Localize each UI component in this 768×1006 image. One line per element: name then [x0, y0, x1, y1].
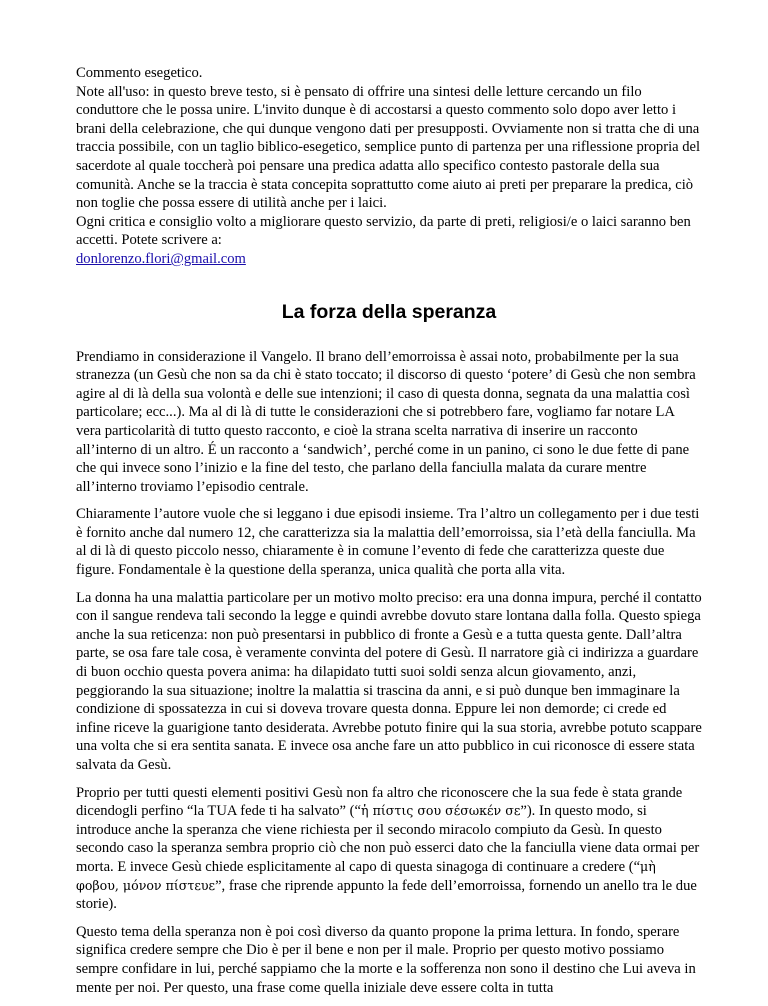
paragraph-4-part-b: ”). In questo modo, si introduce anche la speranza che viene richiesta per il secondo miracolo compiuto da Gesù. In questo secondo caso la speranza sembra proprio ciò che non può esserci dato che la fanciulla viene data ormai per morta. E invece Gesù chiede esplicitamente al capo di questa sinagoga di continuare a credere (“ — [76, 803, 700, 875]
paragraph-4-part-a: Proprio per tutti questi elementi positivi Gesù non fa altro che riconoscere che la sua fede è stata grande dicendogli perfino “la TUA fede ti ha salvato” (“ — [76, 784, 683, 820]
paragraph-4 — [76, 784, 702, 914]
intro-heading: Commento esegetico. — [76, 65, 203, 81]
paragraph-1: Prendiamo in considerazione il Vangelo. Il brano dell’emorroissa è assai noto, probabilmente per la sua stranezza (un Gesù che non sa da chi è stato toccato; il discorso di questo ‘potere’ di Gesù che non sembra agire al di là della sua volontà e delle sue intenzioni; il caso di questa donna, segnata da una malattia così particolare; ecc...). Ma al di là di tutte le considerazioni che si potrebbero fare, vogliamo far notare LA vera particolarità di tutto questo racconto, e cioè la strana scelta narrativa di inserire un racconto all’interno di un altro. É un racconto a ‘sandwich’, perché come in un panino, ci sono le due fette di pane che qui invece sono l’inizio e la fine del testo, che parlano della fanciulla malata da curare mentre all’interno troviamo l’episodio centrale. — [76, 348, 696, 495]
page-title: La forza della speranza — [281, 300, 497, 323]
email-link[interactable]: donlorenzo.flori@gmail.com — [76, 250, 246, 267]
paragraph-3: La donna ha una malattia particolare per un motivo molto preciso: era una donna impura, perché il contatto con il sangue rendeva tali secondo la legge e quindi avrebbe dovuto stare lontana dalla folla. Questo spiega anche la sua reticenza: non può presentarsi in pubblico di fronte a Gesù e a tutta questa gente. Dall’altra parte, se osa fare tale cosa, è veramente convinta del potere di Gesù. Il narratore già ci indirizza a guardare di buon occhio questa povera anima: ha dilapidato tutti suoi soldi senza alcun giovamento, anzi, peggiorando la sua situazione; inoltre la malattia si trascina da anni, e si può dunque ben immaginare la condizione di spossatezza in cui si doveva trovare questa donna. Eppure lei non demorde; ci crede ed infine riceve la guarigione tanto desiderata. Avrebbe potuto finire qui la sua storia, avrebbe potuto scappare una volta che si era sentita sanata. E invece osa anche fare un atto pubblico in cui riconosce di essere stata salvata da Gesù. — [76, 589, 702, 773]
usage-note: Note all'uso: in questo breve testo, si è pensato di offrire una sintesi delle letture cercando un filo conduttore che le possa unire. L'invito dunque è di accostarsi a questo commento solo dopo aver letto i brani della celebrazione, che qui dunque vengono dati per presupposti. Ovviamente non si tratta che di una traccia possibile, con un taglio biblico-esegetico, semplice punto di partenza per una riflessione propria del sacerdote al quale toccherà poi pensare una predica adatta allo specifico contesto pastorale della sua comunità. Anche se la traccia è stata concepita soprattutto come aiuto ai preti per preparare la predica, ciò non toglie che possa essere di utilità anche per i laici. — [76, 83, 701, 212]
greek-quote-2: μὴ φοβου, μόνον πίστευε — [76, 858, 656, 893]
greek-quote-1: ἡ πίστις σου σέσωκέν σε — [361, 803, 521, 819]
feedback-text: Ogni critica e consiglio volto a migliorare questo servizio, da parte di preti, religiosi/e o laici saranno ben accetti. Potete scrivere a: — [76, 213, 691, 249]
intro-section — [76, 64, 702, 269]
paragraph-2: Chiaramente l’autore vuole che si leggano i due episodi insieme. Tra l’altro un collegamento per i due testi è fornito anche dal numero 12, che caratterizza sia la malattia dell’emorroissa, sia l’età della fanciulla. Ma al di là di questo piccolo nesso, chiaramente è in comune l’evento di fede che caratterizza queste due figure. Fondamentale è la questione della speranza, unica qualità che porta alla vita. — [76, 506, 700, 579]
email-line — [76, 250, 702, 269]
commentary-body — [76, 348, 702, 998]
paragraph-4-part-c: ”, frase che riprende appunto la fede dell’emorroissa, fornendo un anello tra le due storie). — [76, 877, 697, 913]
document-page — [76, 64, 702, 1006]
paragraph-5: Questo tema della speranza non è poi così diverso da quanto propone la prima lettura. In fondo, sperare significa credere sempre che Dio è per il bene e non per il male. Proprio per questo motivo possiamo sempre confidare in lui, perché sappiamo che la morte e la sofferenza non sono il destino che Lui aveva in mente per noi. Per questo, una frase come quella iniziale deve essere colta in tutta — [76, 923, 696, 996]
